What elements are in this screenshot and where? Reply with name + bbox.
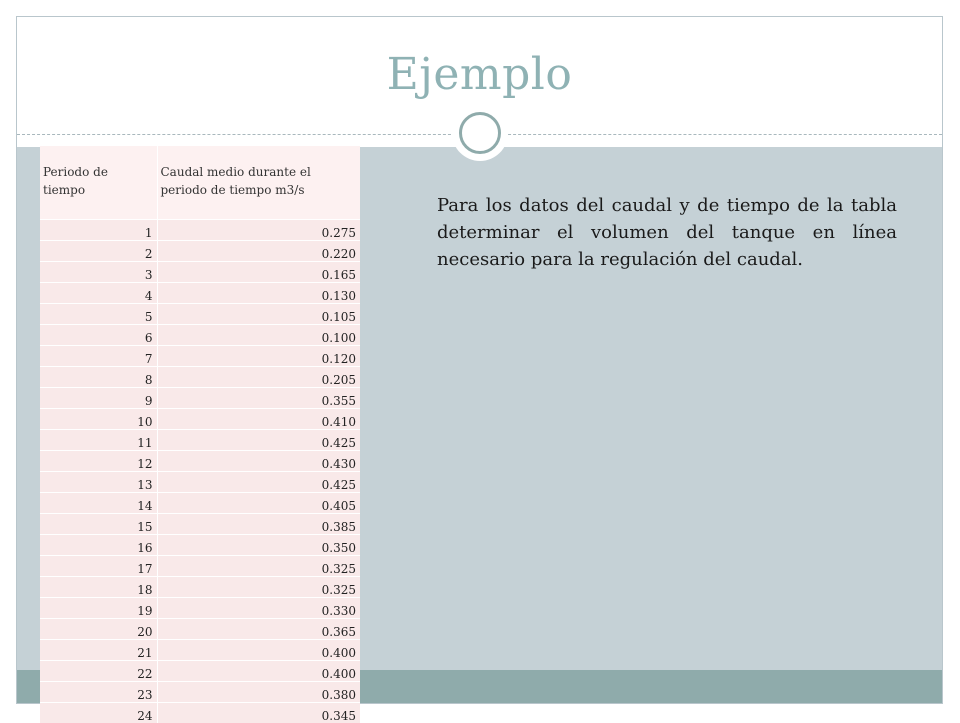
period-cell: 21: [40, 639, 157, 660]
period-cell: 7: [40, 345, 157, 366]
flow-cell: 0.365: [157, 618, 360, 639]
table-row: [40, 261, 360, 282]
decorative-ring-icon: [459, 112, 501, 154]
flow-table: [40, 146, 360, 723]
table-row: [40, 681, 360, 702]
flow-cell: 0.165: [157, 261, 360, 282]
flow-cell: 0.400: [157, 660, 360, 681]
flow-table-container: [40, 146, 360, 723]
period-cell: 4: [40, 282, 157, 303]
flow-cell: 0.410: [157, 408, 360, 429]
flow-cell: 0.120: [157, 345, 360, 366]
period-cell: 23: [40, 681, 157, 702]
flow-cell: 0.385: [157, 513, 360, 534]
header-period: Periodo de tiempo: [40, 146, 157, 219]
period-cell: 19: [40, 597, 157, 618]
flow-cell: 0.430: [157, 450, 360, 471]
period-cell: 10: [40, 408, 157, 429]
table-row: [40, 219, 360, 240]
flow-cell: 0.130: [157, 282, 360, 303]
table-row: [40, 471, 360, 492]
flow-cell: 0.350: [157, 534, 360, 555]
period-cell: 2: [40, 240, 157, 261]
table-header-row: [40, 146, 360, 219]
period-cell: 16: [40, 534, 157, 555]
flow-cell: 0.220: [157, 240, 360, 261]
table-row: [40, 345, 360, 366]
period-cell: 12: [40, 450, 157, 471]
period-cell: 18: [40, 576, 157, 597]
header-flow: Caudal medio durante el periodo de tiempo m3/s: [157, 146, 360, 219]
table-row: [40, 555, 360, 576]
period-cell: 11: [40, 429, 157, 450]
flow-cell: 0.275: [157, 219, 360, 240]
period-cell: 1: [40, 219, 157, 240]
flow-cell: 0.400: [157, 639, 360, 660]
table-row: [40, 240, 360, 261]
period-cell: 14: [40, 492, 157, 513]
table-row: [40, 702, 360, 723]
table-row: [40, 597, 360, 618]
table-row: [40, 324, 360, 345]
table-row: [40, 303, 360, 324]
period-cell: 9: [40, 387, 157, 408]
table-row: [40, 534, 360, 555]
table-row: [40, 513, 360, 534]
flow-cell: 0.330: [157, 597, 360, 618]
period-cell: 8: [40, 366, 157, 387]
period-cell: 13: [40, 471, 157, 492]
period-cell: 22: [40, 660, 157, 681]
flow-cell: 0.380: [157, 681, 360, 702]
period-cell: 17: [40, 555, 157, 576]
table-row: [40, 408, 360, 429]
table-row: [40, 576, 360, 597]
table-row: [40, 282, 360, 303]
period-cell: 15: [40, 513, 157, 534]
flow-cell: 0.345: [157, 702, 360, 723]
table-row: [40, 450, 360, 471]
flow-cell: 0.100: [157, 324, 360, 345]
flow-cell: 0.425: [157, 471, 360, 492]
flow-cell: 0.205: [157, 366, 360, 387]
flow-cell: 0.405: [157, 492, 360, 513]
period-cell: 5: [40, 303, 157, 324]
period-cell: 3: [40, 261, 157, 282]
period-cell: 24: [40, 702, 157, 723]
flow-cell: 0.355: [157, 387, 360, 408]
flow-cell: 0.325: [157, 555, 360, 576]
table-row: [40, 618, 360, 639]
slide-title: Ejemplo: [386, 49, 573, 100]
table-row: [40, 366, 360, 387]
period-cell: 20: [40, 618, 157, 639]
flow-cell: 0.325: [157, 576, 360, 597]
period-cell: 6: [40, 324, 157, 345]
table-row: [40, 639, 360, 660]
flow-cell: 0.425: [157, 429, 360, 450]
flow-cell: 0.105: [157, 303, 360, 324]
table-row: [40, 660, 360, 681]
table-row: [40, 492, 360, 513]
table-row: [40, 429, 360, 450]
problem-statement: Para los datos del caudal y de tiempo de la tabla determinar el volumen del tanque en línea necesario para la regulación del caudal.: [437, 195, 897, 270]
table-row: [40, 387, 360, 408]
